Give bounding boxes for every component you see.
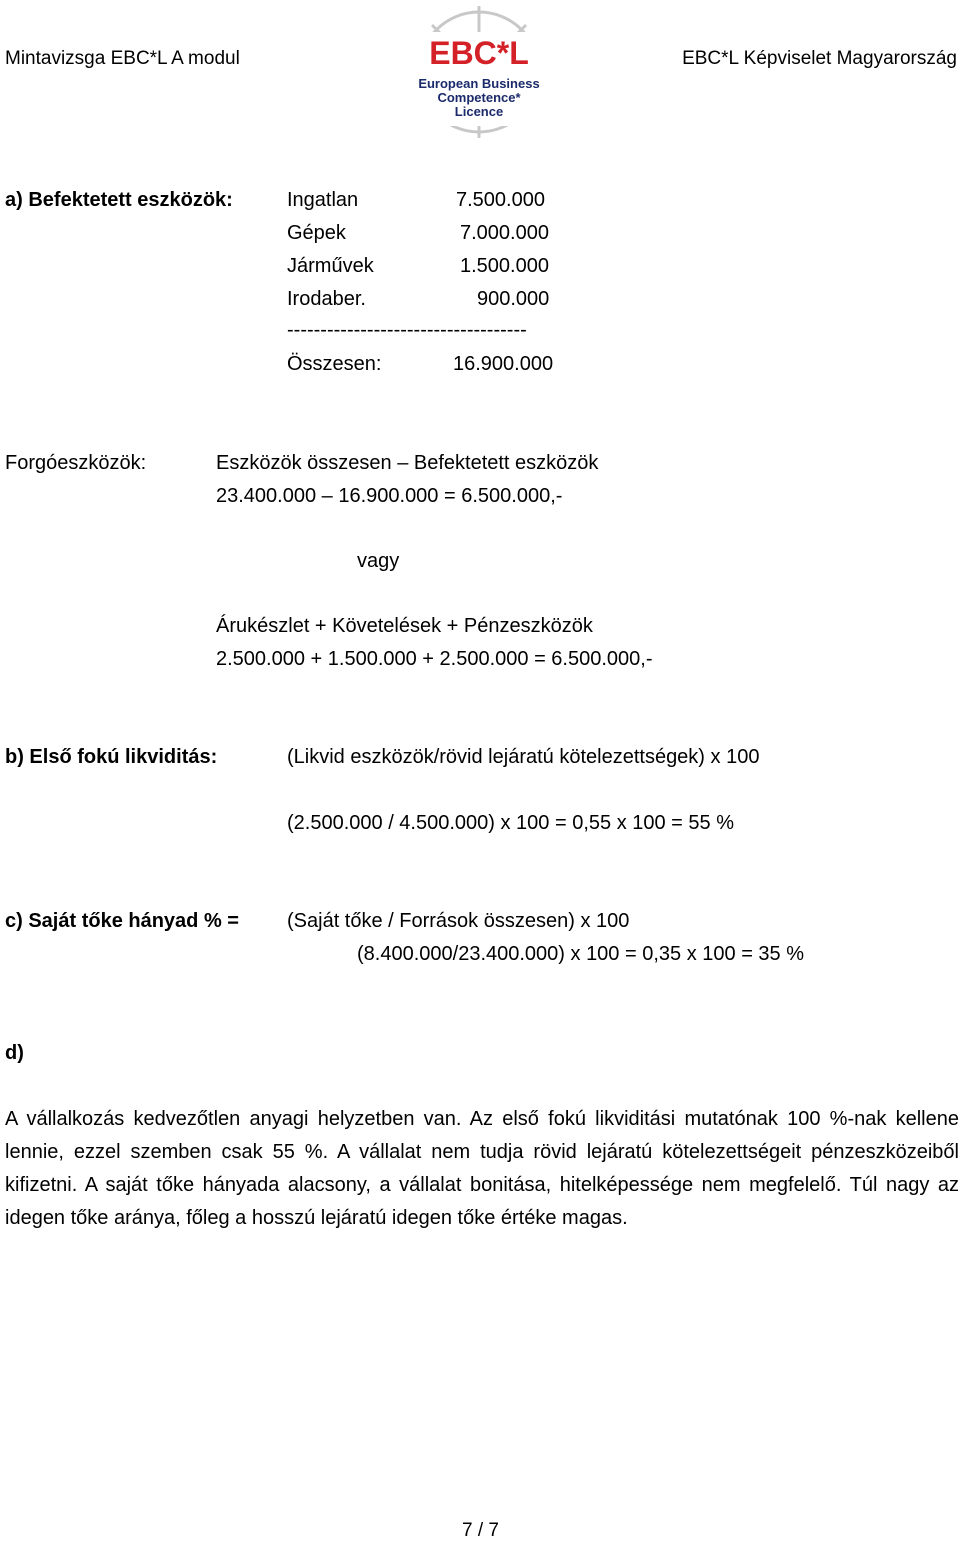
separator-line: ------------------------------------	[287, 319, 527, 341]
forgo-line-2: 23.400.000 – 16.900.000 = 6.500.000,-	[216, 485, 563, 507]
asset-name: Irodaber.	[287, 288, 366, 310]
section-b-label: b) Első fokú likviditás:	[5, 746, 218, 768]
header-left-title: Mintavizsga EBC*L A modul	[5, 48, 240, 69]
forgo-line-1: Eszközök összesen – Befektetett eszközök	[216, 452, 599, 474]
logo-line-3: Licence	[454, 104, 504, 119]
section-c-label: c) Saját tőke hányad % =	[5, 910, 239, 932]
total-value: 16.900.000	[453, 353, 554, 375]
asset-value: 1.500.000	[460, 255, 549, 277]
forgo-label: Forgóeszközök:	[5, 452, 147, 474]
asset-value: 7.500.000	[456, 189, 545, 211]
logo-brand-text: EBC*L	[429, 35, 529, 71]
section-c-formula: (Saját tőke / Források összesen) x 100	[287, 910, 630, 932]
conclusion-paragraph: A vállalkozás kedvezőtlen anyagi helyzetben van. Az első fokú likviditási mutatónak 100 %-nak kellene lennie, ezzel szemben csak 55 %. A vállalat nem tudja rövid lejáratú kötelezettségeit pénzeszközeiből kifizetni. A saját tőke hányada alacsony, a vállalat bonitása, hitelképessége nem megfelelő. Túl nagy az idegen tőke aránya, főleg a hosszú lejáratú idegen tőke értéke magas.	[5, 1108, 959, 1229]
ebcl-logo	[398, 0, 560, 140]
forgo-line-4: 2.500.000 + 1.500.000 + 2.500.000 = 6.500.000,-	[216, 648, 653, 670]
asset-name: Ingatlan	[287, 189, 359, 211]
forgo-line-3: Árukészlet + Követelések + Pénzeszközök	[216, 615, 593, 637]
section-b-calc: (2.500.000 / 4.500.000) x 100 = 0,55 x 100 = 55 %	[287, 812, 735, 834]
section-d-label: d)	[5, 1042, 24, 1064]
asset-name: Járművek	[287, 255, 374, 277]
asset-name: Gépek	[287, 222, 346, 244]
section-a-label: a) Befektetett eszközök:	[5, 189, 233, 211]
page-number: 7 / 7	[462, 1520, 499, 1541]
section-c-calc: (8.400.000/23.400.000) x 100 = 0,35 x 100 = 35 %	[357, 943, 805, 965]
forgo-or: vagy	[357, 550, 400, 572]
total-label: Összesen:	[287, 353, 382, 375]
header-right-title: EBC*L Képviselet Magyarország	[682, 48, 957, 69]
logo-line-1: European Business	[418, 76, 540, 91]
asset-value: 7.000.000	[460, 222, 549, 244]
asset-value: 900.000	[477, 288, 550, 310]
logo-line-2: Competence*	[437, 90, 521, 105]
section-b-formula: (Likvid eszközök/rövid lejáratú kötelezettségek) x 100	[287, 746, 760, 768]
